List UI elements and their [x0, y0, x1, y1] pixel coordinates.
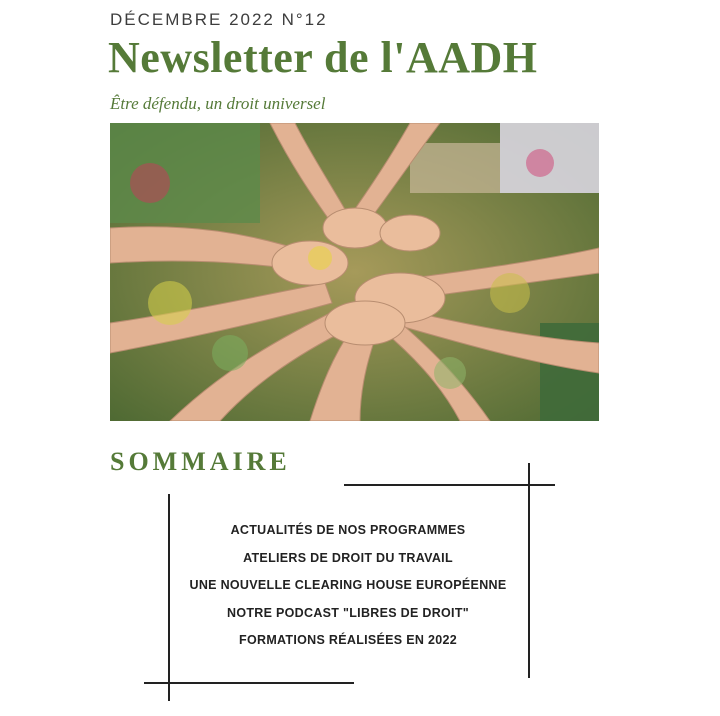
frame-line-bottom: [144, 682, 354, 684]
summary-item: ATELIERS DE DROIT DU TRAVAIL: [243, 550, 453, 565]
summary-list: [168, 520, 528, 658]
summary-item: ACTUALITÉS DE NOS PROGRAMMES: [230, 523, 466, 537]
newsletter-subtitle: Être défendu, un droit universel: [110, 94, 326, 113]
hands-photo: [110, 123, 599, 421]
frame-line-right: [528, 463, 530, 678]
issue-date: DÉCEMBRE 2022 N°12: [110, 10, 328, 29]
summary-item: NOTRE PODCAST "LIBRES DE DROIT": [227, 605, 469, 620]
summary-heading: SOMMAIRE: [110, 447, 291, 476]
newsletter-title: Newsletter de l'AADH: [108, 33, 538, 82]
frame-line-top: [344, 484, 555, 486]
summary-item: UNE NOUVELLE CLEARING HOUSE EUROPÉENNE: [189, 578, 507, 592]
summary-item: FORMATIONS RÉALISÉES EN 2022: [239, 633, 457, 647]
